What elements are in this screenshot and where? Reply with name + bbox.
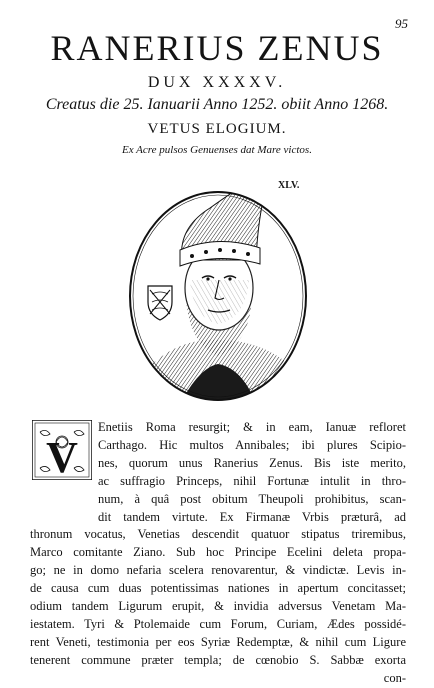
body-line: nes, quorum unus Ranerius Zenus. Bis iste merito, [98,455,406,470]
body-line: Enetiis Roma resurgit; & in eam, Ianuæ refloret [98,420,406,434]
body-line: odium tandem Ligurum erupit, & invidia adversus Venetam Ma- [30,599,406,614]
elogium-body [30,419,406,688]
elogium-heading: VETUS ELOGIUM. [147,121,287,137]
body-line: go; ne in domo nefaria scelera renovarentur, & vindictæ. Levis in- [30,563,406,578]
body-line: ac suffragio Princeps, nihil Fortunæ intulit in thro- [98,473,406,488]
doge-number: DUX XXXXV. [147,74,287,91]
elogium-motto: Ex Acre pulsos Genuenses dat Mare victos. [122,144,312,156]
body-line: iestatem. Tyri & Ptolemaide cum Forum, Curiam, Ædes possidé- [30,616,406,631]
page-number: 95 [395,16,408,31]
body-line: de causa cum duas potentissimas nationes in apertum concitasset; [30,581,406,596]
body-line: rent Veneti, testimonia per eos Syriæ Redemptæ, & nihil cum Ligure [30,634,406,649]
catchword: con- [383,670,406,685]
body-line: num, à quâ post obitum Theupoli prohibitus, scan- [98,491,406,506]
body-line: thronum vocatus, Venetias descendit quatuor stipatus triremibus, [30,527,406,542]
body-line: Carthago. Hic multos Annibales; ibi plures Scipio- [98,437,406,452]
doge-portrait-engraving [118,168,318,408]
reign-dates: Creatus die 25. Ianuarii Anno 1252. obiit Anno 1268. [45,96,389,113]
page-title: RANERIUS ZENUS [50,28,384,68]
drop-cap-letter: V [46,433,78,480]
plate-number: XLV. [278,180,300,191]
body-line: dit tandem virtute. Ex Firmanæ Vrbis præturâ, ad [98,509,406,524]
body-line: tenerent commune præter templa; de cœnobio S. Sabbæ exorta [30,652,406,667]
body-line: Marco comitante Ziano. Sub hoc Principe Ecelini deleta propa- [30,545,406,560]
